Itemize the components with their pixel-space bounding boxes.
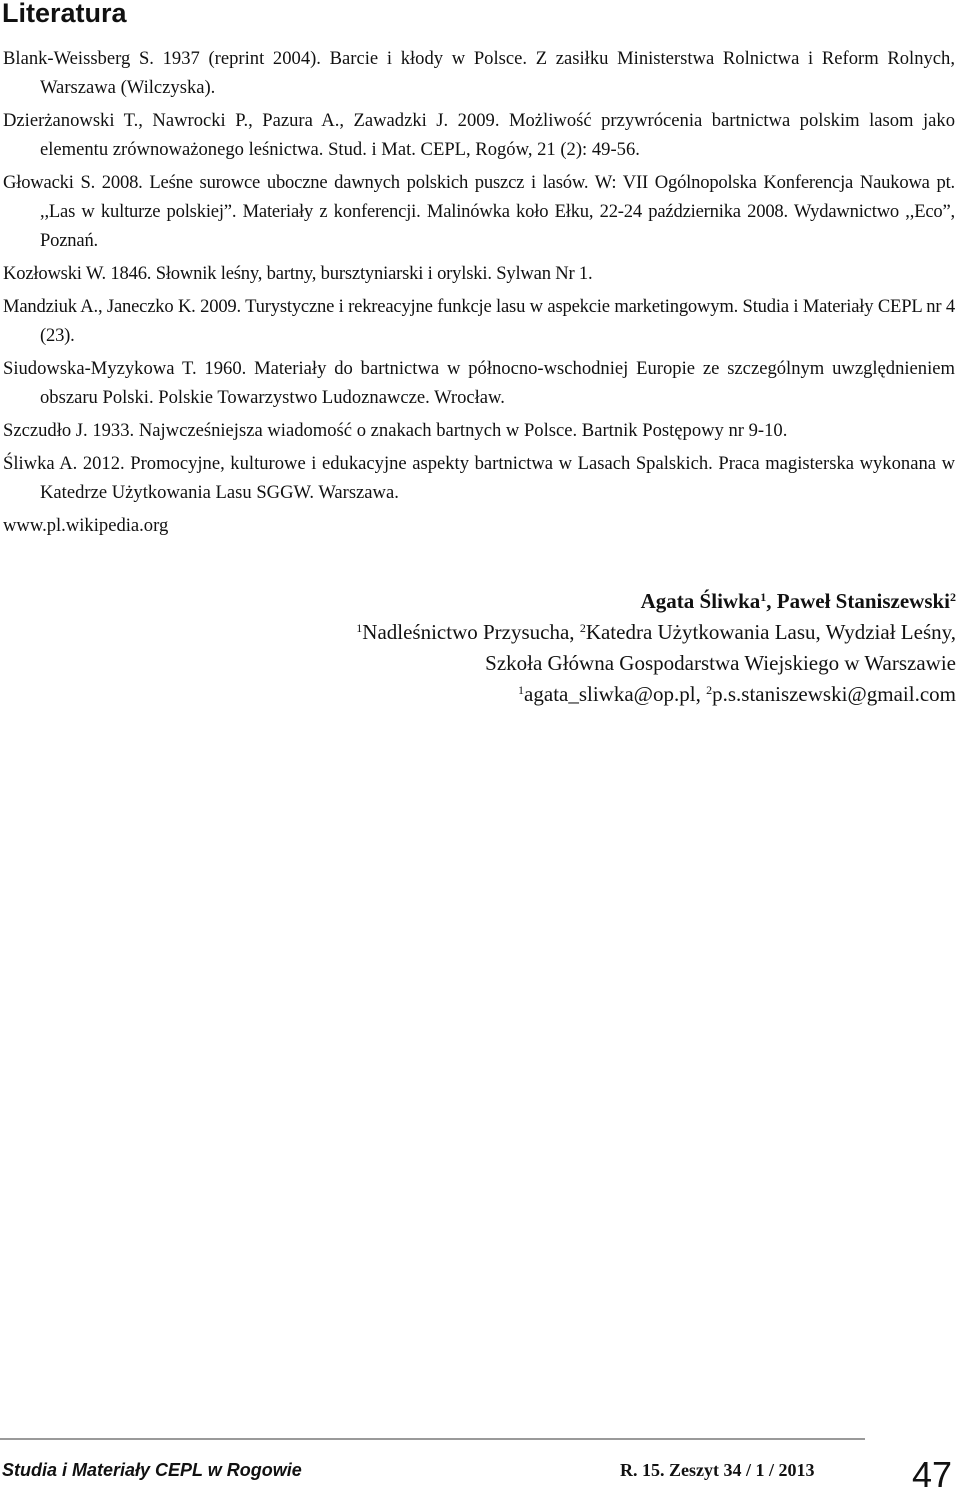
reference-item: Mandziuk A., Janeczko K. 2009. Turystyczne i rekreacyjne funkcje lasu w aspekcie marketingowym. Studia i Materiały CEPL nr 4 (23). xyxy=(3,296,955,346)
author-separator: , xyxy=(766,589,777,613)
affiliation-marker: 1 xyxy=(356,621,363,635)
email-address: agata_sliwka@op.pl, xyxy=(524,682,707,706)
journal-title: Studia i Materiały CEPL w Rogowie xyxy=(2,1460,302,1480)
reference-item: Kozłowski W. 1846. Słownik leśny, bartny, bursztyniarski i orylski. Sylwan Nr 1. xyxy=(3,263,593,284)
reference-item: www.pl.wikipedia.org xyxy=(3,515,169,536)
affiliation-line: Szkoła Główna Gospodarstwa Wiejskiego w Warszawie xyxy=(485,651,956,675)
affiliation-text: Katedra Użytkowania Lasu, Wydział Leśny, xyxy=(585,620,956,644)
email-address: p.s.staniszewski@gmail.com xyxy=(712,682,956,706)
section-heading: Literatura xyxy=(2,0,127,28)
author-name: Paweł Staniszewski xyxy=(776,589,950,613)
author-names xyxy=(356,586,956,617)
reference-item: Blank-Weissberg S. 1937 (reprint 2004). Barcie i kłody w Polsce. Z zasiłku Ministerstwa Rolnictwa i Reform Rolnych, Warszawa (Wilczyska). xyxy=(3,48,955,98)
page-number: 47 xyxy=(912,1454,953,1495)
reference-item: Siudowska-Myzykowa T. 1960. Materiały do bartnictwa w północno-wschodniej Europie ze szczególnym uwzględnieniem obszaru Polski. Polskie Towarzystwo Ludoznawcze. Wrocław. xyxy=(3,358,955,408)
affiliation-marker: 1 xyxy=(760,590,767,604)
footer-divider xyxy=(0,1438,865,1440)
reference-list xyxy=(3,44,955,544)
reference-item: Szczudło J. 1933. Najwcześniejsza wiadomość o znakach bartnych w Polsce. Bartnik Postępowy nr 9-10. xyxy=(3,420,788,441)
affiliation-marker: 2 xyxy=(579,621,586,635)
issue-info: R. 15. Zeszyt 34 / 1 / 2013 xyxy=(620,1460,815,1480)
affiliation-marker: 2 xyxy=(706,683,713,697)
affiliation-marker: 1 xyxy=(518,683,525,697)
reference-item: Śliwka A. 2012. Promocyjne, kulturowe i edukacyjne aspekty bartnictwa w Lasach Spalskich. Praca magisterska wykonana w Katedrze Użytkowania Lasu SGGW. Warszawa. xyxy=(3,453,955,503)
author-name: Agata Śliwka xyxy=(640,589,761,613)
affiliation-line xyxy=(356,617,956,648)
reference-item: Dzierżanowski T., Nawrocki P., Pazura A., Zawadzki J. 2009. Możliwość przywrócenia bartnictwa polskim lasom jako elementu zrównoważonego leśnictwa. Stud. i Mat. CEPL, Rogów, 21 (2): 49-56. xyxy=(3,110,955,160)
author-block xyxy=(356,586,956,710)
reference-item: Głowacki S. 2008. Leśne surowce uboczne dawnych polskich puszcz i lasów. W: VII Ogólnopolska Konferencja Naukowa pt. ,,Las w kulturze polskiej”. Materiały z konferencji. Malinówka koło Ełku, 22-24 października 2008. Wydawnictwo ,,Eco”, Poznań. xyxy=(3,172,955,251)
affiliation-marker: 2 xyxy=(950,590,956,604)
affiliation-text: Nadleśnictwo Przysucha, xyxy=(362,620,580,644)
email-line xyxy=(356,679,956,710)
